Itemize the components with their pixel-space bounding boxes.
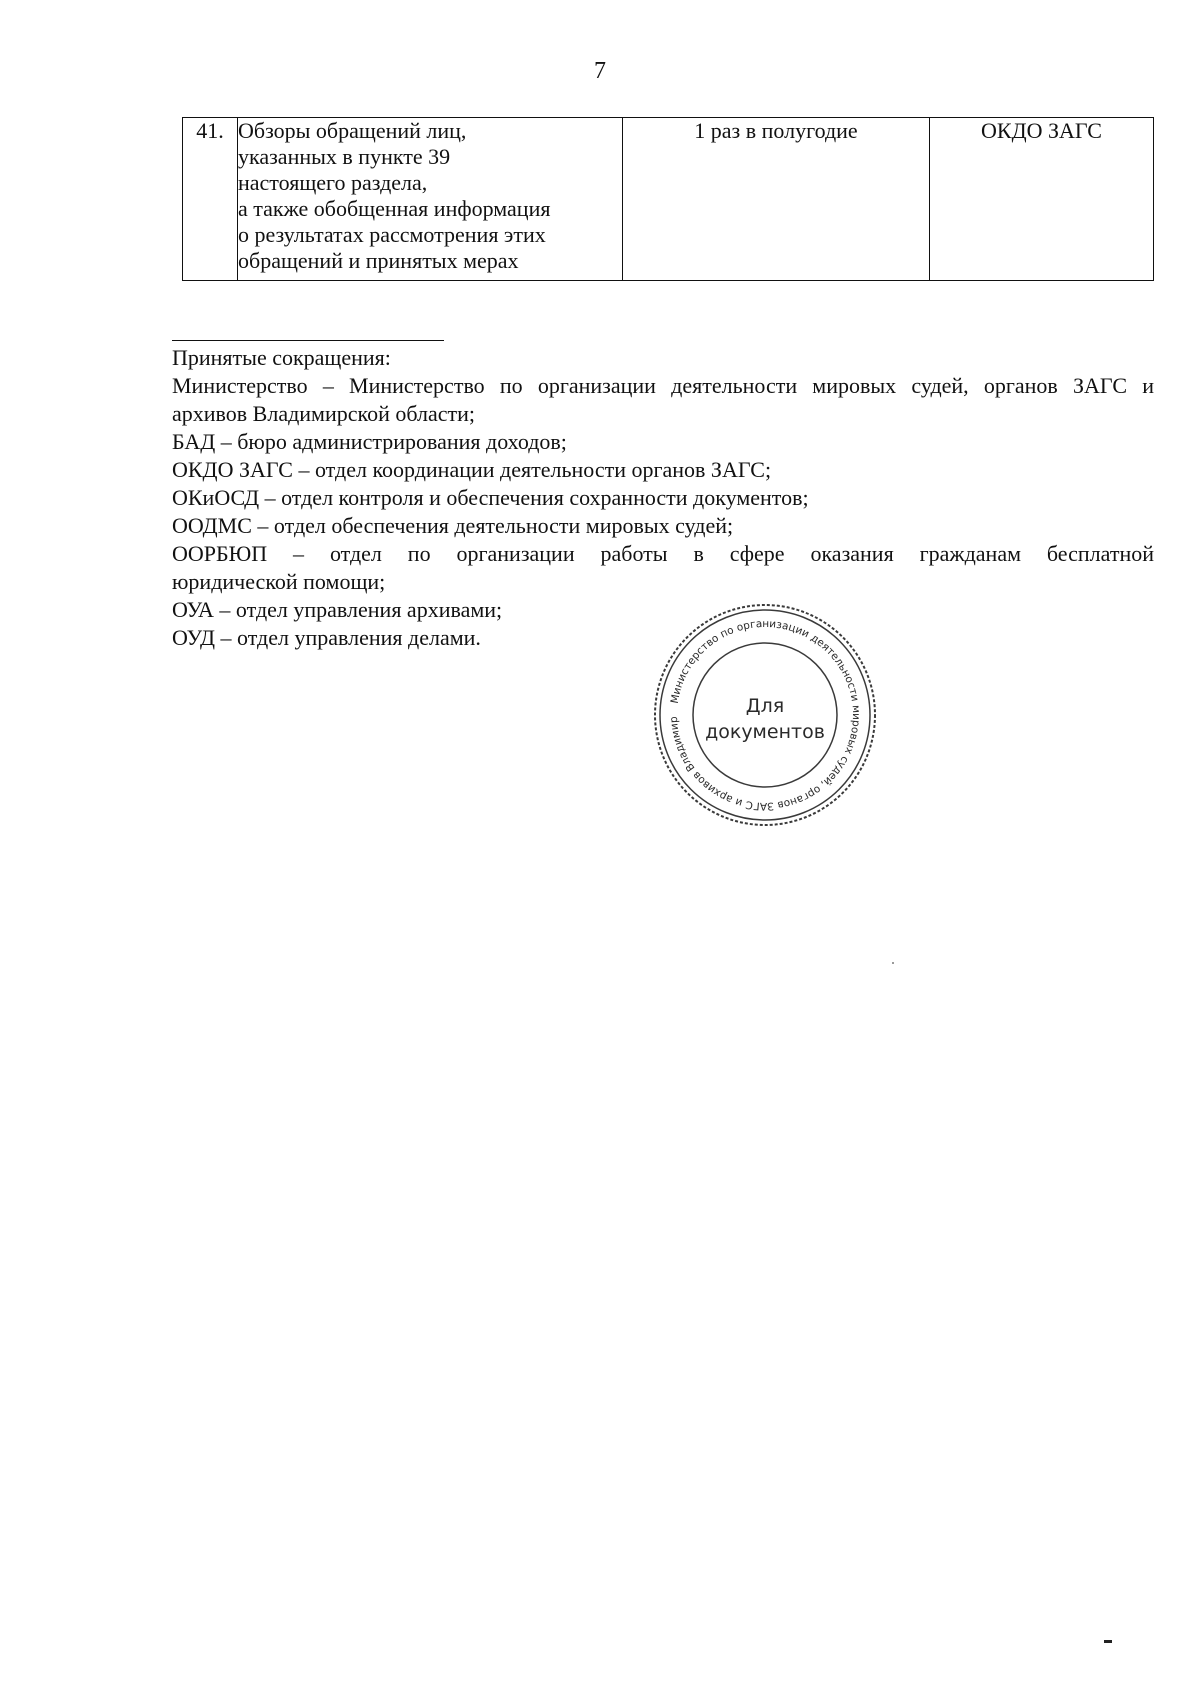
- abbreviation-line: ООРБЮП – отдел по организации работы в сфере оказания гражданам бесплатной: [172, 541, 1154, 566]
- description-line: о результатах рассмотрения этих: [238, 222, 546, 247]
- description-line: а также обобщенная информация: [238, 196, 551, 221]
- description-line: указанных в пункте 39: [238, 144, 451, 169]
- abbreviations-heading: Принятые сокращения:: [172, 345, 391, 370]
- abbreviation-line: архивов Владимирской области;: [172, 401, 476, 426]
- description-line: Обзоры обращений лиц,: [238, 118, 467, 143]
- row-number-cell: 41.: [183, 118, 238, 281]
- official-seal: [650, 600, 880, 830]
- scan-speck: [892, 962, 894, 964]
- seal-center-line2: документов: [705, 721, 825, 743]
- abbreviation-line: юридической помощи;: [172, 569, 386, 594]
- scan-mark: [1104, 1640, 1112, 1643]
- abbreviation-line: ОУД – отдел управления делами.: [172, 625, 481, 650]
- abbreviation-line: Министерство – Министерство по организации деятельности мировых судей, органов ЗАГС и: [172, 373, 1154, 398]
- schedule-table: [182, 117, 1154, 281]
- abbreviation-line: ООДМС – отдел обеспечения деятельности мировых судей;: [172, 513, 734, 538]
- seal-ring-text: Министерство по организации деятельности мировых судей, органов ЗАГС и архивов Владимир: [667, 617, 863, 813]
- footnote-separator: [172, 340, 444, 341]
- table-row: [183, 118, 1154, 281]
- page-number: 7: [594, 58, 606, 84]
- abbreviation-line: ОКДО ЗАГС – отдел координации деятельности органов ЗАГС;: [172, 457, 772, 482]
- seal-center-line1: Для: [745, 695, 785, 717]
- abbreviation-line: БАД – бюро администрирования доходов;: [172, 429, 567, 454]
- abbreviation-line: ОКиОСД – отдел контроля и обеспечения сохранности документов;: [172, 485, 809, 510]
- row-responsible-cell: ОКДО ЗАГС: [930, 118, 1154, 281]
- abbreviation-line: ОУА – отдел управления архивами;: [172, 597, 503, 622]
- description-line: обращений и принятых мерах: [238, 248, 519, 273]
- description-line: настоящего раздела,: [238, 170, 428, 195]
- row-period-cell: 1 раз в полугодие: [623, 118, 930, 281]
- row-description-cell: [238, 118, 623, 281]
- seal-graphic: [650, 600, 880, 830]
